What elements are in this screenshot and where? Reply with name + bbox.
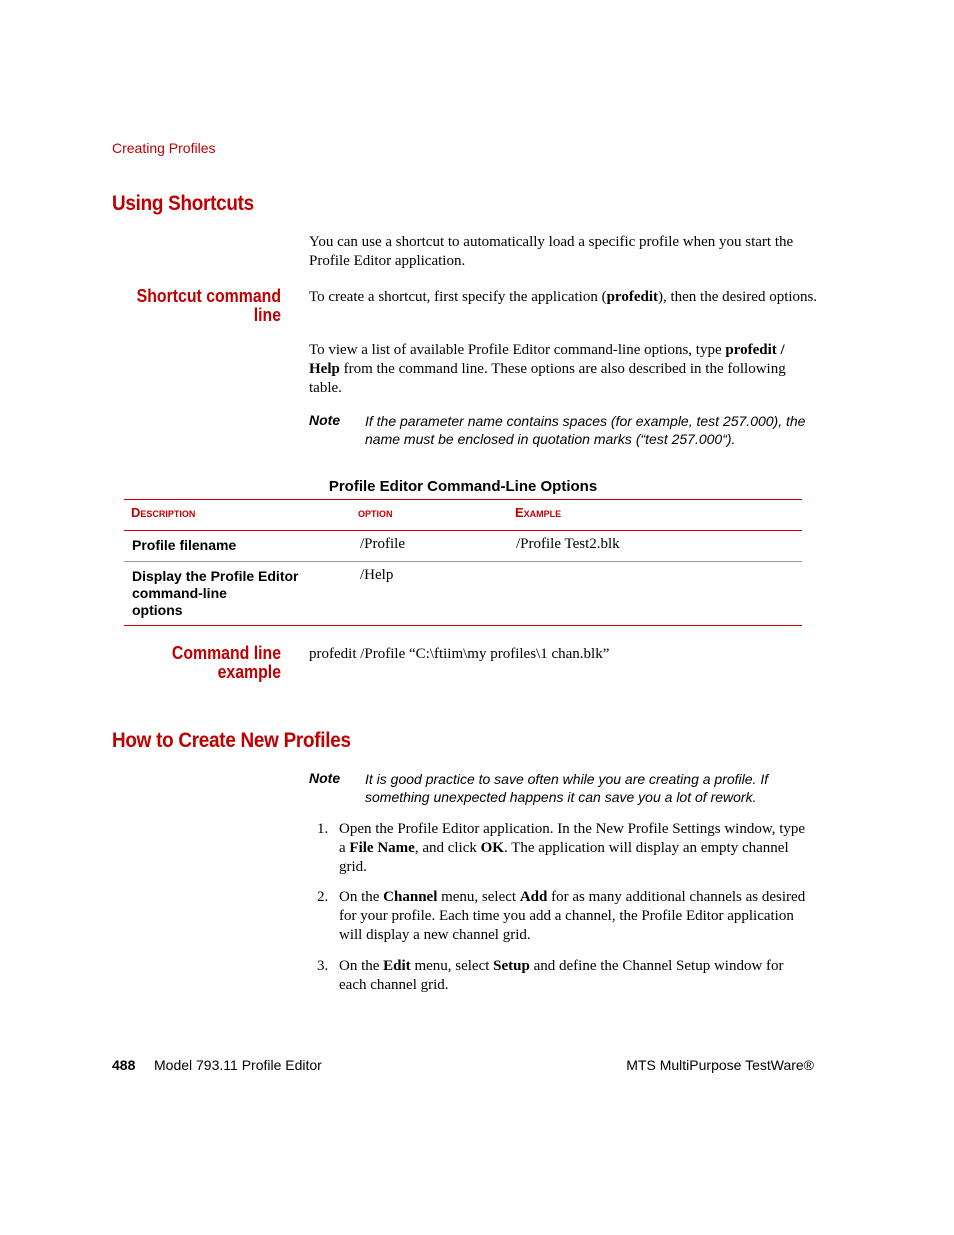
footer-right-title: MTS MultiPurpose TestWare® (626, 1057, 814, 1073)
side-heading-shortcut-command-line: Shortcut command line (136, 286, 281, 325)
table-cell-option: /Help (360, 567, 394, 583)
note-text: It is good practice to save often while you are creating a profile. If something unexpected happens it can save you a lot of rework. (365, 771, 769, 805)
table-cell-description: Profile filename (132, 537, 237, 553)
table-top-rule (124, 499, 802, 500)
shortcut-paragraph-1: To create a shortcut, first specify the application (profedit), then the desired options. (309, 289, 818, 305)
command-line-example-text: profedit /Profile “C:\ftiim\my profiles\1 chan.blk” (309, 646, 610, 662)
note-label: Note (309, 770, 341, 786)
shortcut-paragraph-2: To view a list of available Profile Editor command-line options, type profedit / Help from the command line. These options are also described in the following table. (309, 342, 786, 396)
table-title: Profile Editor Command-Line Options (328, 478, 598, 495)
note-label: Note (309, 412, 341, 428)
table-header-option: option (358, 505, 393, 520)
table-bottom-rule (124, 625, 802, 626)
table-header-description: Description (131, 505, 196, 520)
table-header-rule (124, 530, 802, 531)
section-heading-create-profiles: How to Create New Profiles (112, 729, 351, 752)
footer-left-title: Model 793.11 Profile Editor (154, 1057, 322, 1073)
note-text: If the parameter name contains spaces (for example, test 257.000), the name must be enclosed in quotation marks (“test 257.000“). (365, 413, 806, 447)
breadcrumb: Creating Profiles (112, 140, 216, 156)
table-cell-example: /Profile Test2.blk (516, 536, 620, 552)
table-header-example: Example (515, 505, 562, 520)
table-row-divider (124, 561, 802, 562)
table-cell-option: /Profile (360, 536, 405, 552)
section-heading-using-shortcuts: Using Shortcuts (112, 192, 254, 215)
intro-paragraph: You can use a shortcut to automatically load a specific profile when you start the Profile Editor application. (309, 234, 794, 269)
table-cell-description: Display the Profile Editor command-line options (132, 568, 299, 618)
page-number: 488 (112, 1057, 136, 1073)
side-heading-command-line-example: Command line example (171, 643, 281, 682)
